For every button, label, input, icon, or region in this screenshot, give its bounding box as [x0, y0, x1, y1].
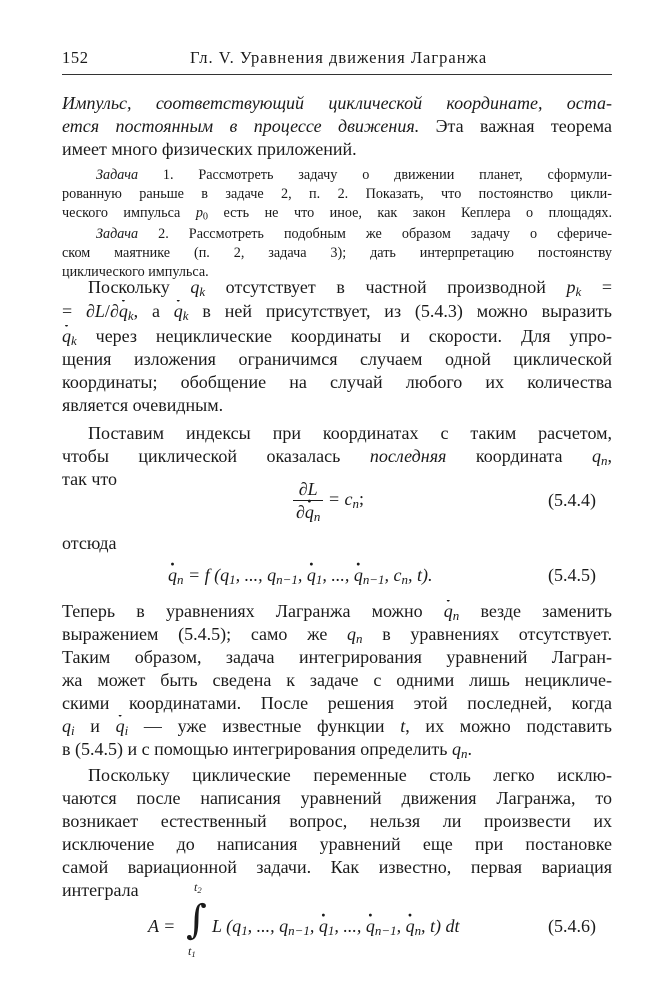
task-2-line-3: циклического импульса. — [62, 264, 209, 280]
integral-lower-limit: $t_1$ — [188, 944, 196, 960]
para-3-line-5: скими координатами. После решения этой последней, когда — [62, 693, 612, 713]
para-4-line-1: Поскольку циклические переменные столь легко исклю- — [88, 765, 612, 785]
equation-number-5-4-6: (5.4.6) — [548, 916, 596, 936]
para-1-line-2: = $\partial L/\partial\cdot q_k$, $а \cdot q_k$ в ней присутствует, из (5.4.3) можно выразить — [62, 300, 612, 322]
equation-number-5-4-4: (5.4.4) — [548, 490, 596, 510]
para-1-line-4: щения изложения ограничимся случаем одной циклической — [62, 349, 612, 369]
task-2-line-1: Задача 2. Рассмотреть подобным же образом задачу о сфериче- — [96, 226, 612, 242]
para-1-line-3: · $q_k$ через нециклические координаты и скорости. Для упро- — [62, 325, 612, 347]
para-1-line-6: является очевидным. — [62, 395, 224, 415]
task-1-line-3: ческого импульса $p_0$ есть не что иное, как закон Кеплера о площадях. — [62, 205, 612, 222]
para-3-line-7: в (5.4.5) и с помощью интегрирования определить $q_n$. — [62, 739, 472, 760]
para-3-line-6: $q_i$ $и \cdot q_i$ — уже известные функции t, их можно подставить — [62, 715, 612, 737]
para-4-line-5: самой вариационной задачи. Как известно, первая вариация — [62, 857, 612, 877]
equation-5-4-4: $\frac{\partial L}{\partial\cdot q_n}$ = $c_n$; — [293, 478, 364, 523]
para-4-line-3: возникает естественный вопрос, нельзя ли произвести их — [62, 811, 612, 831]
para-2-line-3: так что — [62, 469, 118, 489]
para-3-line-2: выражением (5.4.5); само же $q_n$ в уравнениях отсутствует. — [62, 624, 612, 645]
intro-line-2: ется постоянным в процессе движения. Эта важная теорема — [62, 116, 612, 136]
para-1-line-5: координаты; обобщение на случай любого их количества — [62, 372, 612, 392]
running-title: Гл. V. Уравнения движения Лагранжа — [190, 48, 488, 67]
para-2-line-2: чтобы циклической оказалась последняя координата $q_n$, — [62, 446, 612, 467]
para-1-line-1: Поскольку $q_k$ отсутствует в частной производной $p_k$ = — [88, 277, 612, 298]
equation-5-4-5: · $q_n = f$ ($q_1$, ..., $q_{n-1}$, · $q_1$, ..., · $q_{n-1}$, $c_n$, t). — [168, 565, 433, 586]
intro-line-1: Импульс, соответствующий циклической координате, оста- — [62, 93, 612, 113]
para-3-line-1: Теперь в уравнениях Лагранжа можно · $q_n$ везде заменить — [62, 600, 612, 622]
otsyuda-text: отсюда — [62, 533, 117, 553]
equation-5-4-6-integrand: L ($q_1$, ..., $q_{n-1}$, · $q_1$, ..., · $q_{n-1}$, · $q_n$, t) dt — [212, 916, 460, 937]
para-3-line-3: Таким образом, задача интегрирования уравнений Лагран- — [62, 647, 612, 667]
integral-upper-limit: $t_2$ — [194, 880, 202, 896]
para-4-line-2: чаются после написания уравнений движения Лагранжа, то — [62, 788, 612, 808]
page-number: 152 — [62, 48, 89, 67]
intro-line-3: имеет много физических приложений. — [62, 139, 357, 159]
para-3-line-4: жа может быть сведена к задаче с одними лишь нецикличе- — [62, 670, 612, 690]
equation-number-5-4-5: (5.4.5) — [548, 565, 596, 585]
task-2-line-2: ском маятнике (п. 2, задача 3); дать интерпретацию постоянству — [62, 245, 612, 261]
para-2-line-1: Поставим индексы при координатах с таким расчетом, — [88, 423, 612, 443]
task-1-line-2: рованную раньше в задаче 2, п. 2. Показать, что постоянство цикли- — [62, 186, 612, 202]
para-4-line-6: интеграла — [62, 880, 139, 900]
task-1-line-1: Задача 1. Рассмотреть задачу о движении планет, сформули- — [96, 167, 612, 183]
header-rule — [62, 74, 612, 75]
para-4-line-4: исключение до написания уравнений еще при постановке — [62, 834, 612, 854]
integral-sign: ∫ — [186, 897, 207, 943]
equation-5-4-6-lhs: A = — [148, 916, 176, 936]
running-header — [62, 48, 612, 72]
